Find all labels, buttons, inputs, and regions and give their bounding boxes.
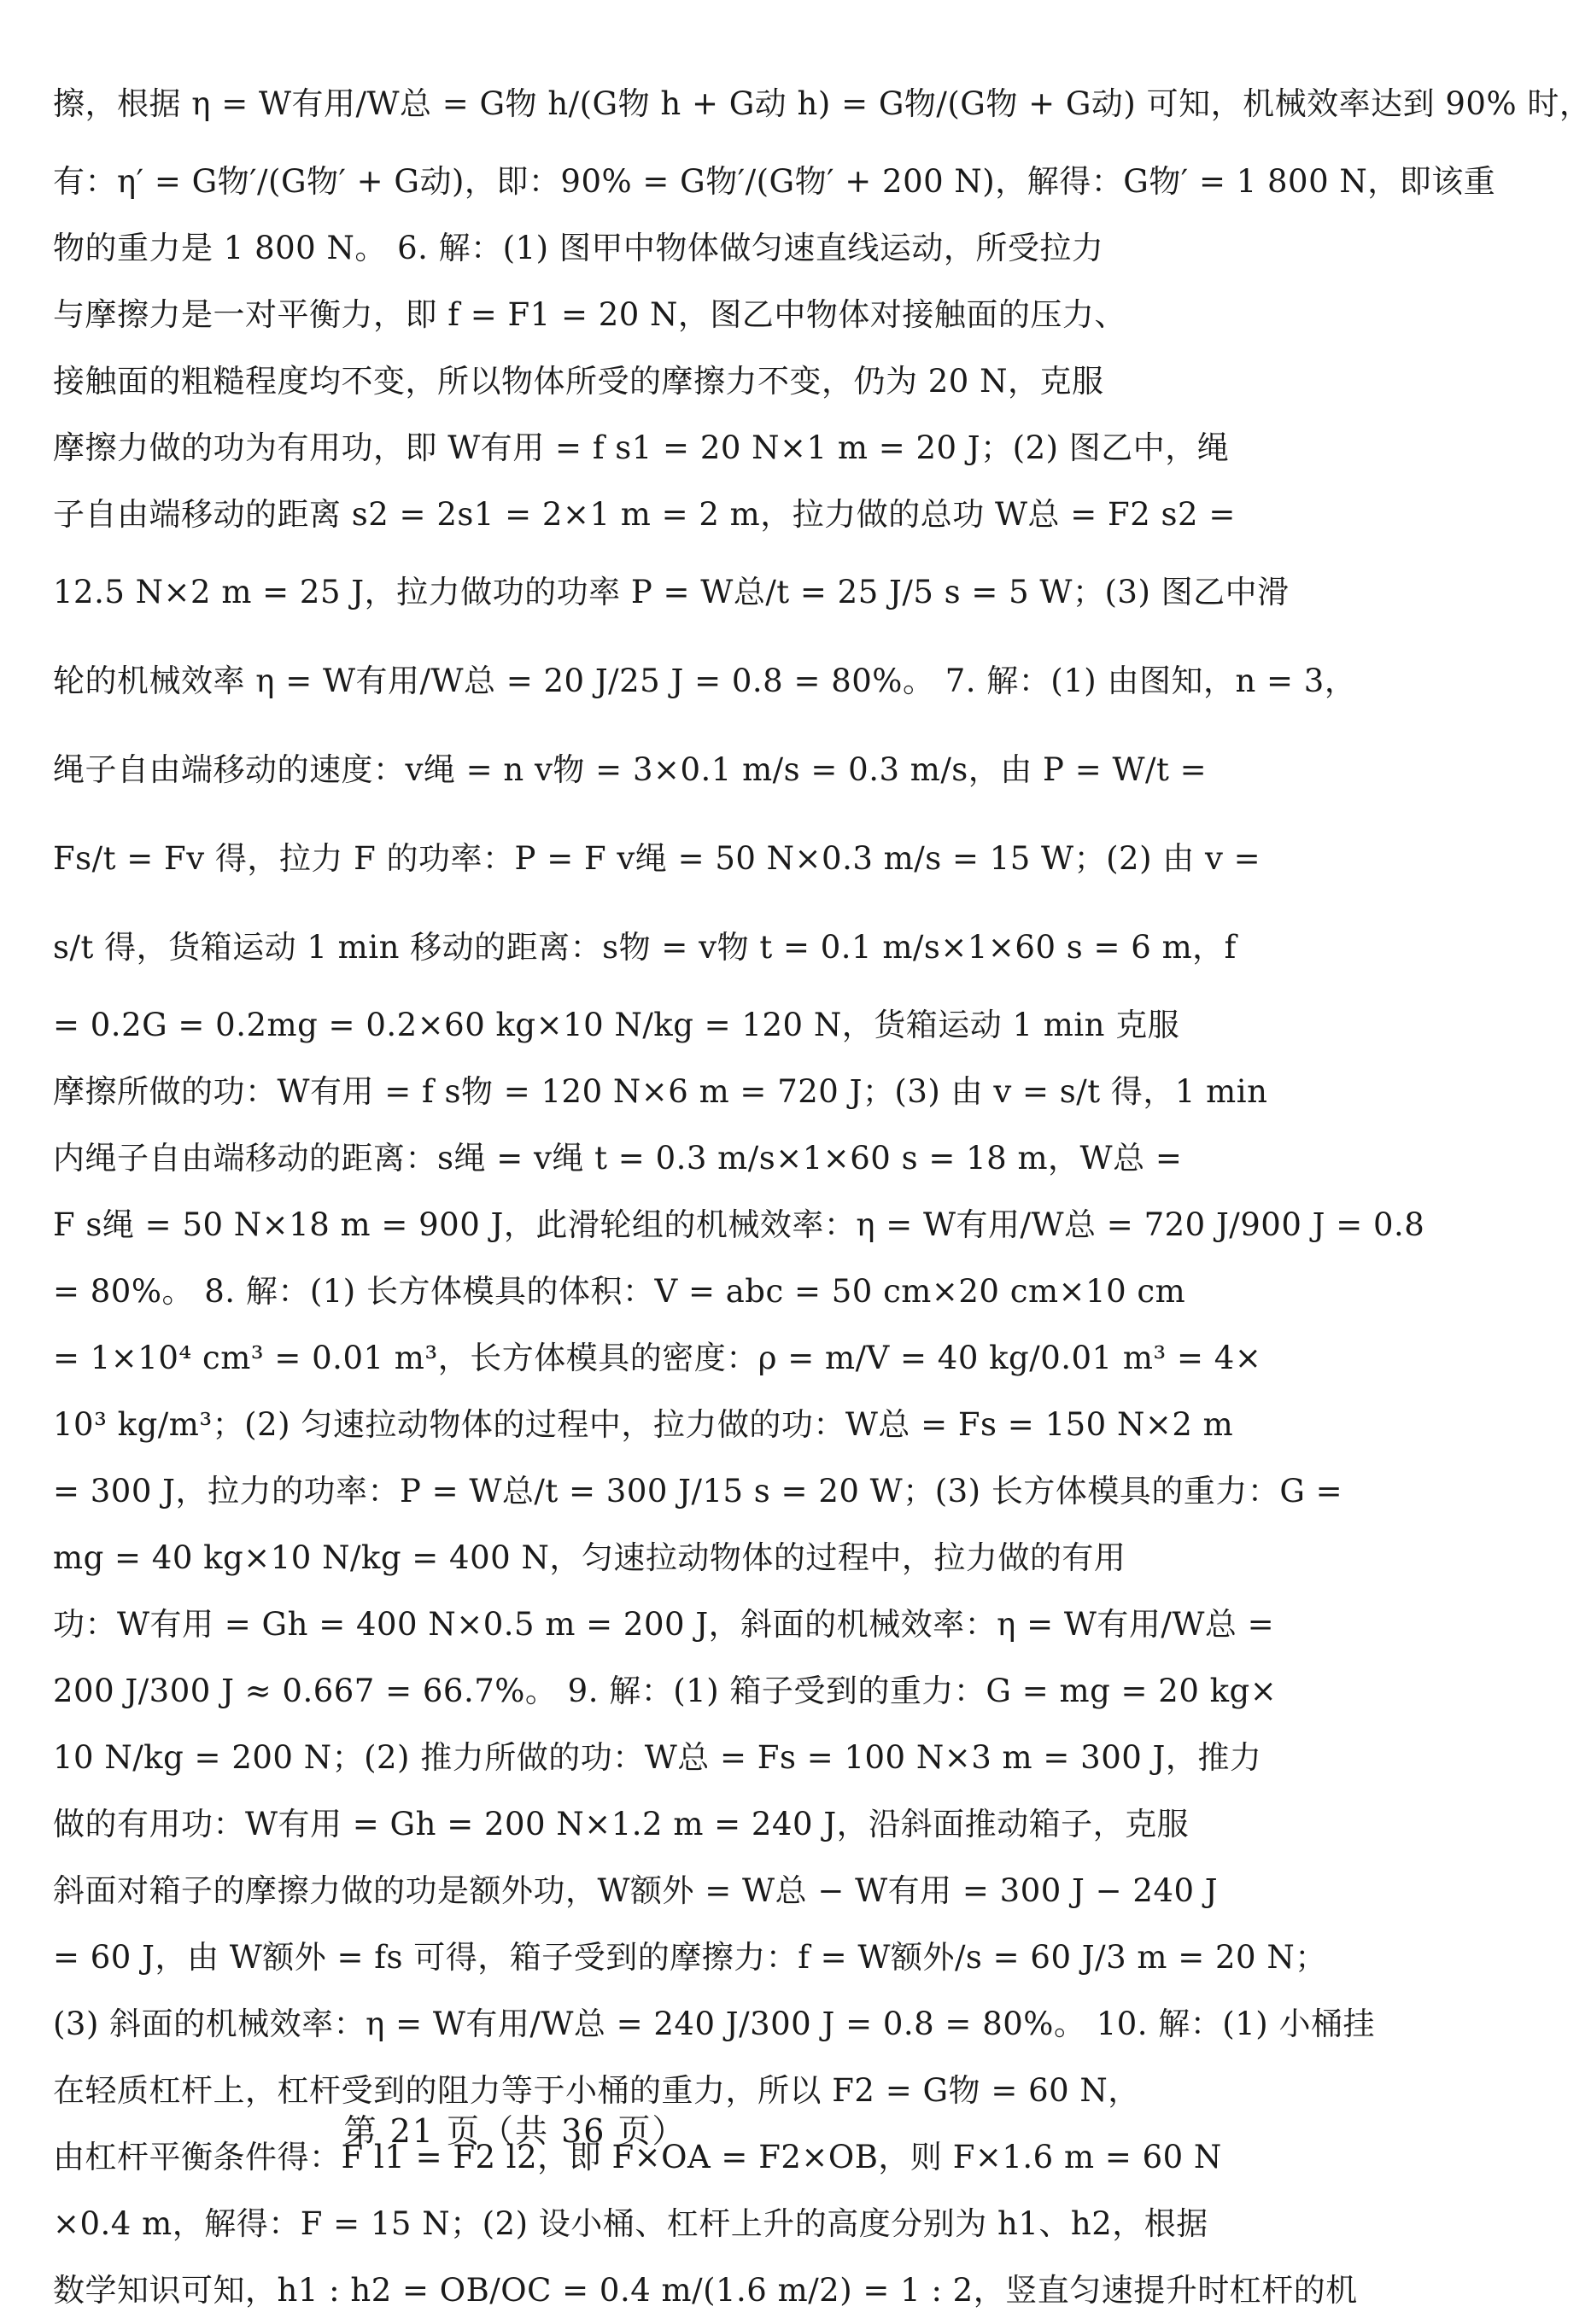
text-line: 与摩擦力是一对平衡力，即 f = F1 = 20 N，图乙中物体对接触面的压力、 xyxy=(53,295,1126,333)
text-line: = 60 J，由 W额外 = fs 可得，箱子受到的摩擦力：f = W额外/s = 60 J/3 m = 20 N； xyxy=(53,1938,1327,1976)
text-line: 10³ kg/m³；(2) 匀速拉动物体的过程中，拉力做的功：W总 = Fs = 150 N×2 m xyxy=(53,1405,1234,1443)
text-line: Fs/t = Fv 得，拉力 F 的功率：P = F v绳 = 50 N×0.3 m/s = 15 W；(2) 由 v = xyxy=(53,839,1261,877)
text-line: 接触面的粗糙程度均不变，所以物体所受的摩擦力不变，仍为 20 N，克服 xyxy=(53,362,1104,400)
text-line: 200 J/300 J ≈ 0.667 = 66.7%。 9. 解：(1) 箱子受到的重力：G = mg = 20 kg× xyxy=(53,1672,1278,1709)
text-line: 摩擦力做的功为有用功，即 W有用 = f s1 = 20 N×1 m = 20 J；(2) 图乙中，绳 xyxy=(53,429,1230,466)
text-line: 斜面对箱子的摩擦力做的功是额外功，W额外 = W总 − W有用 = 300 J − 240 J xyxy=(53,1871,1219,1909)
text-line: (3) 斜面的机械效率：η = W有用/W总 = 240 J/300 J = 0.8 = 80%。 10. 解：(1) 小桶挂 xyxy=(53,2005,1375,2042)
text-line: ×0.4 m，解得：F = 15 N；(2) 设小桶、杠杆上升的高度分别为 h1、h2，根据 xyxy=(53,2204,1208,2242)
text-line: 绳子自由端移动的速度：v绳 = n v物 = 3×0.1 m/s = 0.3 m/s，由 P = W/t = xyxy=(53,750,1208,788)
text-line: 内绳子自由端移动的距离：s绳 = v绳 t = 0.3 m/s×1×60 s = 18 m，W总 = xyxy=(53,1139,1183,1177)
text-line: 轮的机械效率 η = W有用/W总 = 20 J/25 J = 0.8 = 80%。 7. 解：(1) 由图知，n = 3， xyxy=(53,662,1357,699)
text-line: 数学知识可知，h1 : h2 = OB/OC = 0.4 m/(1.6 m/2) = 1 : 2，竖直匀速提升时杠杆的机 xyxy=(53,2271,1358,2309)
text-line: 摩擦所做的功：W有用 = f s物 = 120 N×6 m = 720 J；(3) 由 v = s/t 得，1 min xyxy=(53,1072,1268,1110)
text-line: = 80%。 8. 解：(1) 长方体模具的体积：V = abc = 50 cm×20 cm×10 cm xyxy=(53,1272,1186,1310)
text-line: 物的重力是 1 800 N。 6. 解：(1) 图甲中物体做匀速直线运动，所受拉力 xyxy=(53,229,1104,266)
text-line: 功：W有用 = Gh = 400 N×0.5 m = 200 J，斜面的机械效率：η = W有用/W总 = xyxy=(53,1605,1275,1643)
text-line: 有：η′ = G物′/(G物′ + G动)，即：90% = G物′/(G物′ + 200 N)，解得：G物′ = 1 800 N，即该重 xyxy=(53,162,1496,200)
text-line: 在轻质杠杆上，杠杆受到的阻力等于小桶的重力，所以 F2 = G物 = 60 N， xyxy=(53,2071,1140,2109)
text-line: 做的有用功：W有用 = Gh = 200 N×1.2 m = 240 J，沿斜面推动箱子，克服 xyxy=(53,1805,1190,1842)
page-footer: 第 21 页（共 36 页） xyxy=(343,2112,687,2150)
text-line: 子自由端移动的距离 s2 = 2s1 = 2×1 m = 2 m，拉力做的总功 W总 = F2 s2 = xyxy=(53,495,1236,533)
text-line: F s绳 = 50 N×18 m = 900 J，此滑轮组的机械效率：η = W有用/W总 = 720 J/900 J = 0.8 xyxy=(53,1206,1425,1243)
text-line: 由杠杆平衡条件得：F l1 = F2 l2，即 F×OA = F2×OB，则 F×1.6 m = 60 N xyxy=(53,2138,1222,2175)
text-line: mg = 40 kg×10 N/kg = 400 N，匀速拉动物体的过程中，拉力做的有用 xyxy=(53,1539,1126,1576)
text-line: = 1×10⁴ cm³ = 0.01 m³，长方体模具的密度：ρ = m/V = 40 kg/0.01 m³ = 4× xyxy=(53,1339,1262,1376)
text-line: 10 N/kg = 200 N；(2) 推力所做的功：W总 = Fs = 100 N×3 m = 300 J，推力 xyxy=(53,1738,1262,1776)
text-line: 12.5 N×2 m = 25 J，拉力做功的功率 P = W总/t = 25 J/5 s = 5 W；(3) 图乙中滑 xyxy=(53,573,1290,610)
text-line: s/t 得，货箱运动 1 min 移动的距离：s物 = v物 t = 0.1 m/s×1×60 s = 6 m，f xyxy=(53,928,1237,966)
text-line: 擦，根据 η = W有用/W总 = G物 h/(G物 h + G动 h) = G物/(G物 + G动) 可知，机械效率达到 90% 时， xyxy=(53,85,1591,122)
text-line: = 0.2G = 0.2mg = 0.2×60 kg×10 N/kg = 120 N，货箱运动 1 min 克服 xyxy=(53,1006,1180,1043)
text-line: = 300 J，拉力的功率：P = W总/t = 300 J/15 s = 20 W；(3) 长方体模具的重力：G = xyxy=(53,1472,1343,1509)
